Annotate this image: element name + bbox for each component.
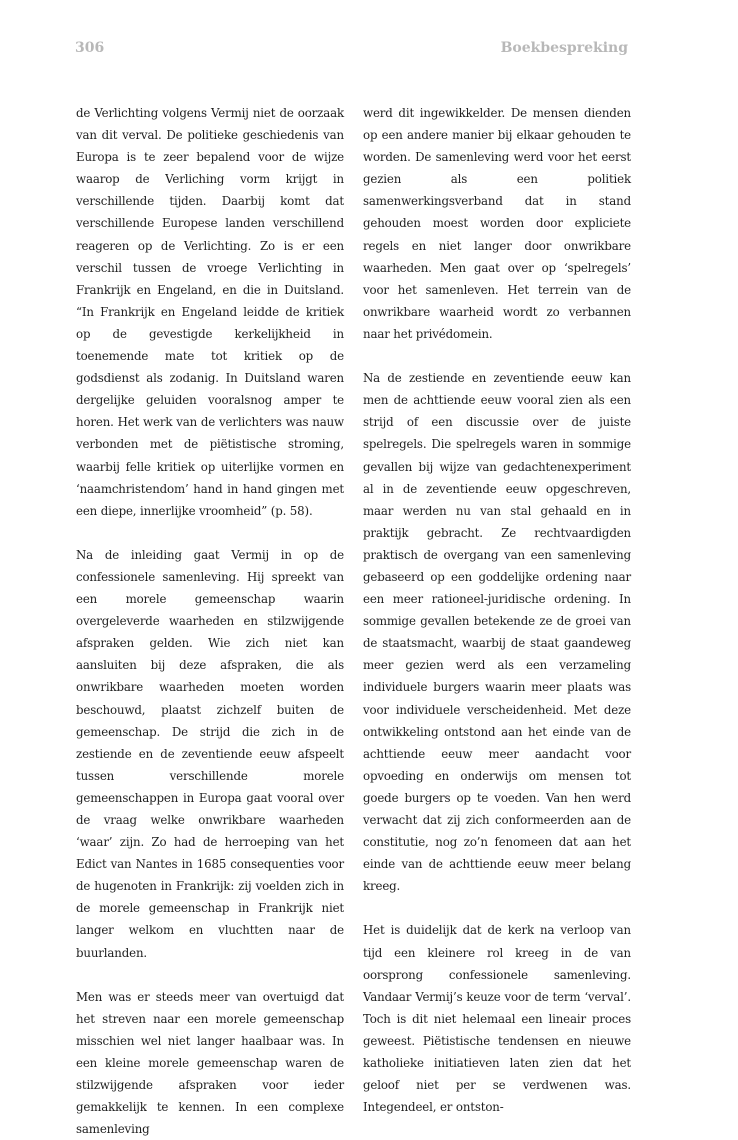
page-number: 306 [75,40,105,56]
right-column [363,102,631,1118]
left-column [76,102,344,1140]
paragraph: Men was er steeds meer van overtuigd dat het streven naar een morele gemeenschap misschien wel niet langer haalbaar was. In een kleine morele gemeenschap waren de stilzwijgende afspraken voor ieder gemakkelijk te kennen. In een complexe samenleving [76,989,344,1137]
section-title: Boekbespreking [500,40,628,56]
paragraph: Na de zestiende en zeventiende eeuw kan men de achttiende eeuw vooral zien als een strijd of een discussie over de juiste spelregels. Die spelregels waren in sommige gevallen bij wijze van gedachtenexperiment al in de zeventiende eeuw opgeschreven, maar werden nu van stal gehaald en in praktijk gebracht. Ze rechtvaardigden praktisch de overgang van een samenleving gebaseerd op een goddelijke ordening naar een meer rationeel-juridische ordening. In sommige gevallen betekende ze de groei van de staatsmacht, waarbij de staat gaandeweg meer gezien werd als een verzameling individuele burgers waarin meer plaats was voor individuele verscheidenheid. Met deze ontwikkeling ontstond aan het einde van de achttiende eeuw meer aandacht voor opvoeding en onderwijs om mensen tot goede burgers op te voeden. Van hen werd verwacht dat zij zich conformeerden aan de constitutie, nog zo’n fenomeen dat aan het einde van de achttiende eeuw meer belang kreeg. [363,371,631,894]
running-head [75,40,628,56]
paragraph: Na de inleiding gaat Vermij in op de confessionele samenleving. Hij spreekt van een morele gemeenschap waarin overgeleverde waarheden en stilzwijgende afspraken gelden. Wie zich niet kan aansluiten bij deze afspraken, die als onwrikbare waarheden moeten worden beschouwd, plaatst zichzelf buiten de gemeenschap. De strijd die zich in de zestiende en de zeventiende eeuw afspeelt tussen verschillende morele gemeenschappen in Europa gaat vooral over de vraag welke onwrikbare waarheden ‘waar’ zijn. Zo had de herroeping van het Edict van Nantes in 1685 consequenties voor de hugenoten in Frankrijk: zij voelden zich in de morele gemeenschap in Frankrijk niet langer welkom en vluchtten naar de buurlanden. [76,547,344,960]
paragraph: werd dit ingewikkelder. De mensen dienden op een andere manier bij elkaar gehouden te worden. De samenleving werd voor het eerst gezien als een politiek samenwerkingsverband dat in stand gehouden moest worden door expliciete regels en niet langer door onwrikbare waarheden. Men gaat over op ‘spelregels’ voor het samenleven. Het terrein van de onwrikbare waarheid wordt zo verbannen naar het privédomein. [363,106,631,341]
paragraph: de Verlichting volgens Vermij niet de oorzaak van dit verval. De politieke geschiedenis van Europa is te zeer bepalend voor de wijze waarop de Verliching vorm krijgt in verschillende tijden. Daarbij komt dat verschillende Europese landen verschillend reageren op de Verlichting. Zo is er een verschil tussen de vroege Verlichting in Frankrijk en Engeland, en die in Duitsland. “In Frankrijk en Engeland leidde de kritiek op de gevestigde kerkelijkheid in toenemende mate tot kritiek op de godsdienst als zodanig. In Duitsland waren dergelijke geluiden vooralsnog amper te horen. Het werk van de verlichters was nauw verbonden met de piëtistische stroming, waarbij felle kritiek op uiterlijke vormen en ‘naamchristendom’ hand in hand gingen met een diepe, innerlijke vroomheid” (p. 58). [76,106,344,518]
paragraph: Het is duidelijk dat de kerk na verloop van tijd een kleinere rol kreeg in de van oorsprong confessionele samenleving. Vandaar Vermij’s keuze voor de term ‘verval’. Toch is dit niet helemaal een lineair proces geweest. Piëtistische tendensen en nieuwe katholieke initiatieven laten zien dat het geloof niet per se verdwenen was. Integendeel, er ontston- [363,923,631,1115]
